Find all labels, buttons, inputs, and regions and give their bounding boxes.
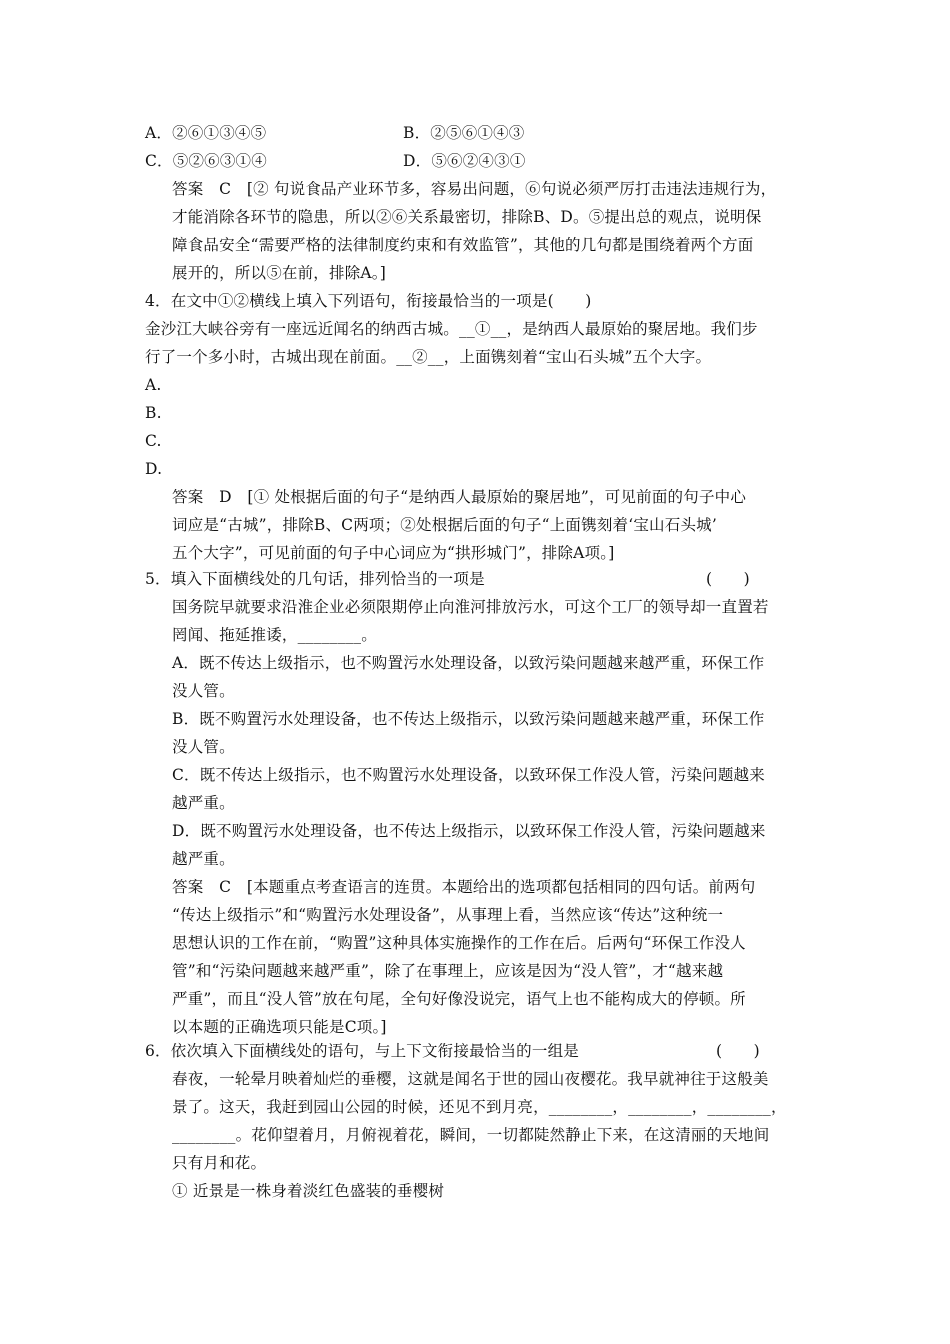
- q5-option-a-line: 没人管。: [172, 682, 235, 700]
- q5-option-c-line: 越严重。: [172, 794, 235, 812]
- q3-answer-line: 才能消除各环节的隐患，所以②⑥关系最密切，排除B、D。⑤提出总的观点，说明保: [172, 208, 762, 226]
- q3-answer-line: 展开的，所以⑤在前，排除A。]: [172, 264, 386, 282]
- q6-item-1: ① 近景是一株身着淡红色盛装的垂樱树: [172, 1182, 445, 1200]
- q4-answer-line: 词应是“古城”，排除B、C两项；②处根据后面的句子“上面镌刻着‘宝山石头城’: [172, 516, 717, 534]
- q4-answer-line: 五个大字”，可见前面的句子中心词应为“拱形城门”，排除A项。]: [172, 544, 615, 562]
- q4-passage-line: 金沙江大峡谷旁有一座远近闻名的纳西古城。__①__，是纳西人最原始的聚居地。我们步: [145, 320, 758, 338]
- q5-answer-line: 答案 C [本题重点考查语言的连贯。本题给出的选项都包括相同的四句话。前两句: [172, 878, 756, 896]
- q6-answer-bracket: ( ): [716, 1042, 760, 1060]
- q3-option-b: B．②⑤⑥①④③: [403, 124, 525, 142]
- q3-option-c: C．⑤②⑥③①④: [145, 152, 267, 170]
- q5-option-d-line: D．既不购置污水处理设备，也不传达上级指示，以致环保工作没人管，污染问题越来: [172, 822, 766, 840]
- q5-answer-line: 管”和“污染问题越来越严重”，除了在事理上，应该是因为“没人管”，才“越来越: [172, 962, 724, 980]
- q6-passage-line: ________。花仰望着月，月俯视着花，瞬间，一切都陡然静止下来，在这清丽的天地间: [172, 1126, 770, 1144]
- q5-answer-line: 严重”，而且“没人管”放在句尾，全句好像没说完，语气上也不能构成大的停顿。所: [172, 990, 746, 1008]
- q3-option-d: D．⑤⑥②④③①: [403, 152, 526, 170]
- q5-option-b-line: B．既不购置污水处理设备，也不传达上级指示，以致污染问题越来越严重，环保工作: [172, 710, 765, 728]
- q4-passage-line: 行了一个多小时，古城出现在前面。__②__，上面镌刻着“宝山石头城”五个大字。: [145, 348, 712, 366]
- q5-passage-line: 国务院早就要求沿淮企业必须限期停止向淮河排放污水，可这个工厂的领导却一直置若: [172, 598, 769, 616]
- q4-option-d: D.: [145, 460, 163, 478]
- q4-option-b: B.: [145, 404, 162, 422]
- q5-answer-line: 以本题的正确选项只能是C项。]: [172, 1018, 387, 1036]
- q6-passage-line: 春夜，一轮晕月映着灿烂的垂樱，这就是闻名于世的园山夜樱花。我早就神往于这般美: [172, 1070, 769, 1088]
- q3-option-a: A．②⑥①③④⑤: [145, 124, 267, 142]
- q5-option-d-line: 越严重。: [172, 850, 235, 868]
- q5-answer-line: 思想认识的工作在前，“购置”这种具体实施操作的工作在后。后两句“环保工作没人: [172, 934, 746, 952]
- q5-stem: 5．填入下面横线处的几句话，排列恰当的一项是: [145, 570, 485, 588]
- q5-option-a-line: A．既不传达上级指示，也不购置污水处理设备，以致污染问题越来越严重，环保工作: [172, 654, 765, 672]
- q6-stem: 6．依次填入下面横线处的语句，与上下文衔接最恰当的一组是: [145, 1042, 579, 1060]
- q5-option-b-line: 没人管。: [172, 738, 235, 756]
- q6-passage-line: 只有月和花。: [172, 1154, 267, 1172]
- q3-answer-line: 障食品安全“需要严格的法律制度约束和有效监管”，其他的几句都是围绕着两个方面: [172, 236, 754, 254]
- q5-answer-line: “传达上级指示”和“购置污水处理设备”，从事理上看，当然应该“传达”这种统一: [172, 906, 724, 924]
- q5-passage-line: 罔闻、拖延推诿，________。: [172, 626, 377, 644]
- q5-answer-bracket: ( ): [706, 570, 750, 588]
- q4-option-a: A.: [145, 376, 162, 394]
- q3-answer-line: 答案 C [② 句说食品产业环节多，容易出问题，⑥句说必须严厉打击违法违规行为，: [172, 180, 777, 198]
- q6-passage-line: 景了。这天，我赶到园山公园的时候，还见不到月亮，________，________，________，: [172, 1098, 787, 1116]
- q5-option-c-line: C．既不传达上级指示，也不购置污水处理设备，以致环保工作没人管，污染问题越来: [172, 766, 765, 784]
- q4-answer-line: 答案 D [① 处根据后面的句子“是纳西人最原始的聚居地”，可见前面的句子中心: [172, 488, 747, 506]
- q4-stem: 4．在文中①②横线上填入下列语句，衔接最恰当的一项是( ): [145, 292, 592, 310]
- q4-option-c: C.: [145, 432, 162, 450]
